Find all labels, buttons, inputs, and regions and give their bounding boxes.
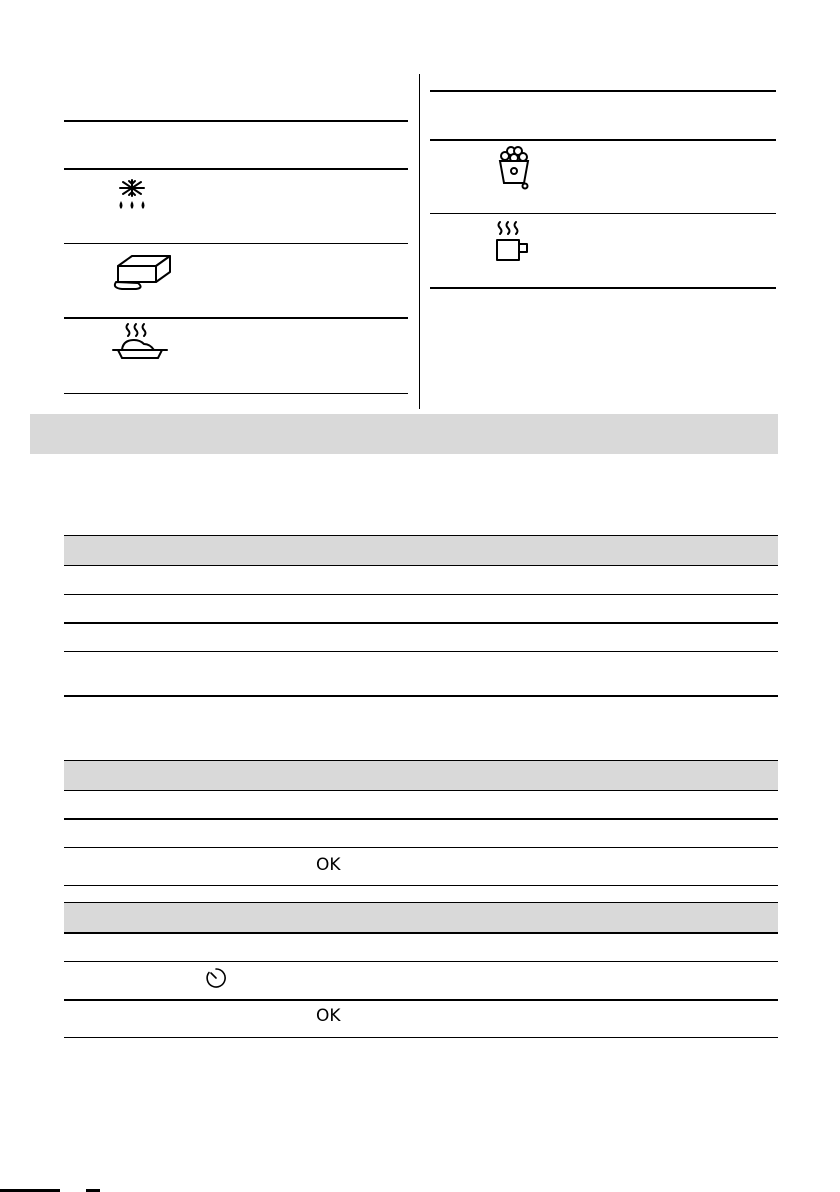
- table-3-header: [64, 902, 778, 932]
- left-table-row-rule: [64, 317, 408, 319]
- section-heading-band: [30, 414, 778, 454]
- table-1-row-rule: [64, 622, 778, 624]
- table-2-row-rule: [64, 847, 778, 848]
- left-table-bottom-rule: [64, 393, 408, 394]
- timer-icon: [205, 967, 227, 989]
- right-table-row-rule: [430, 213, 776, 214]
- table-2-header: [64, 760, 778, 790]
- table-1-top-rule: [64, 535, 778, 536]
- table-2-row-rule: [64, 790, 778, 791]
- table-2-row-rule: [64, 818, 778, 820]
- snowflake-drops-icon: [112, 178, 152, 214]
- table-2-bottom-rule: [64, 885, 778, 886]
- left-table-header-rule: [64, 168, 408, 170]
- table-1-row-rule: [64, 651, 778, 652]
- steaming-dish-icon: [110, 322, 170, 362]
- table-3-row-rule: [64, 961, 778, 962]
- table-2-top-rule: [64, 760, 778, 761]
- table-1-bottom-rule: [64, 695, 778, 697]
- table-3-top-rule: [64, 902, 778, 903]
- popcorn-bucket-icon: [496, 145, 532, 191]
- right-table-header-rule: [430, 139, 776, 141]
- table-3-row-rule: [64, 999, 778, 1001]
- table-1-header: [64, 535, 778, 565]
- table-3-row-rule: [64, 932, 778, 934]
- right-table-top-rule: [430, 90, 776, 92]
- ok-button-symbol: OK: [316, 1006, 341, 1026]
- column-divider: [419, 74, 420, 409]
- left-table-top-rule: [64, 120, 408, 122]
- table-1-row-rule: [64, 565, 778, 566]
- table-1-row-rule: [64, 594, 778, 595]
- ok-button-symbol: OK: [316, 855, 341, 875]
- butter-block-icon: [110, 252, 176, 292]
- table-3-bottom-rule: [64, 1037, 778, 1038]
- steaming-cup-icon: [494, 220, 530, 264]
- right-table-bottom-rule: [430, 287, 776, 289]
- left-table-row-rule: [64, 243, 408, 244]
